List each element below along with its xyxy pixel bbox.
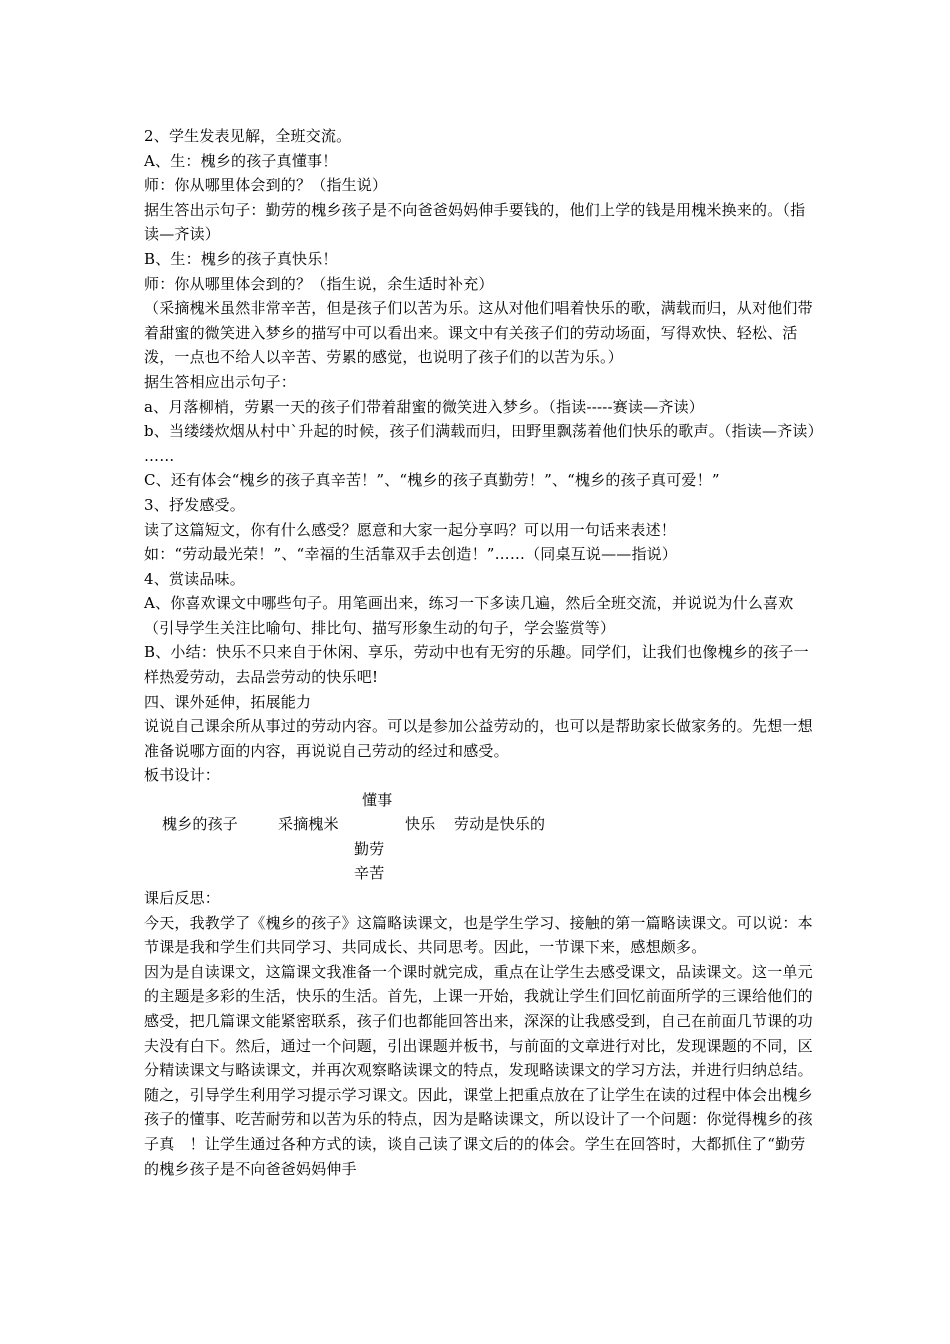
board-word-dongshi: 懂事 bbox=[362, 791, 393, 810]
paragraph: 据生答出示句子：勤劳的槐乡孩子是不向爸爸妈妈伸手要钱的，他们上学的钱是用槐米换来的。（指读—齐读） bbox=[144, 200, 806, 244]
paragraph: a、月落柳梢，劳累一天的孩子们带着甜蜜的微笑进入梦乡。（指读-----赛读—齐读） bbox=[144, 397, 704, 416]
paragraph: A、生：槐乡的孩子真懂事！ bbox=[144, 151, 338, 170]
paragraph: A、你喜欢课文中哪些句子。用笔画出来，练习一下多读几遍，然后全班交流，并说说为什么喜欢（引导学生关注比喻句、排比句、描写形象生动的句子，学会鉴赏等） bbox=[144, 594, 794, 637]
board-word-qinlao: 勤劳 bbox=[354, 840, 385, 859]
paragraph: 课后反思： bbox=[144, 889, 221, 908]
board-word-caizhai: 采摘槐米 bbox=[278, 815, 339, 834]
paragraph: 因为是自读课文，这篇课文我准备一个课时就完成，重点在让学生去感受课文，品读课文。这一单元的主题是多彩的生活，快乐的生活。首先，上课一开始，我就让学生们回忆前面所学的三课给他们的感受，把几篇课文能紧密联系，孩子们也都能回答出来，深深的让我感受到，自己在前面几节课的功夫没有白下。然后，通过一个问题，引出课题并板书，与前面的文章进行对比，发现课题的不同，区分精读课文与略读课文，并再次观察略读课文的特点，发现略读课文的学习方法，并进行归纳总结。随之，引导学生利用学习提示学习课文。因此，课堂上把重点放在了让学生在读的过程中体会出槐乡孩子的懂事、吃苦耐劳和以苦为乐的特点，因为是略读课文，所以设计了一个问题：你觉得槐乡的孩子真 ！让学生通过各种方式的读，谈自己读了课文后的的体会。学生在回答时，大都抓住了“勤劳的槐乡孩子是不向爸爸妈妈伸手 bbox=[144, 962, 813, 1178]
board-conclusion: 劳动是快乐的 bbox=[454, 815, 546, 834]
paragraph: 据生答相应出示句子： bbox=[144, 372, 297, 391]
paragraph: （采摘槐米虽然非常辛苦，但是孩子们以苦为乐。这从对他们唱着快乐的歌，满载而归，从对他们带着甜蜜的微笑进入梦乡的描写中可以看出来。课文中有关孩子们的劳动场面，写得欢快、轻松、活泼，一点也不给人以辛苦、劳累的感觉，也说明了孩子们的以苦为乐。） bbox=[144, 299, 813, 367]
paragraph: 四、课外延伸，拓展能力 bbox=[144, 692, 312, 711]
paragraph: 板书设计： bbox=[144, 766, 221, 785]
board-word-xinku: 辛苦 bbox=[354, 864, 385, 883]
document-body bbox=[144, 124, 823, 1181]
board-word-kuaile: 快乐 bbox=[405, 815, 436, 834]
paragraph: b、当缕缕炊烟从村中`升起的时候，孩子们满载而归，田野里飘荡着他们快乐的歌声。（指读—齐读） bbox=[144, 422, 823, 441]
board-title: 槐乡的孩子 bbox=[162, 815, 239, 834]
paragraph: 说说自己课余所从事过的劳动内容。可以是参加公益劳动的，也可以是帮助家长做家务的。先想一想准备说哪方面的内容，再说说自己劳动的经过和感受。 bbox=[144, 717, 813, 760]
blackboard-design bbox=[144, 788, 816, 886]
paragraph: 师：你从哪里体会到的？（指生说，余生适时补充） bbox=[144, 274, 494, 293]
paragraph: 今天，我教学了《槐乡的孩子》这篇略读课文，也是学生学习、接触的第一篇略读课文。可以说：本节课是我和学生们共同学习、共同成长、共同思考。因此，一节课下来，感想颇多。 bbox=[144, 913, 813, 957]
paragraph: C、还有体会“槐乡的孩子真辛苦！”、“槐乡的孩子真勤劳！”、“槐乡的孩子真可爱！” bbox=[144, 471, 720, 490]
paragraph: 3、抒发感受。 bbox=[144, 495, 245, 514]
paragraph: B、生：槐乡的孩子真快乐！ bbox=[144, 249, 338, 268]
paragraph: B、小结：快乐不只来自于休闲、享乐，劳动中也有无穷的乐趣。同学们，让我们也像槐乡的孩子一样热爱劳动，去品尝劳动的快乐吧! bbox=[144, 643, 809, 687]
paragraph: 师：你从哪里体会到的？（指生说） bbox=[144, 176, 388, 195]
paragraph: 4、赏读品味。 bbox=[144, 569, 245, 588]
paragraph: 如：“劳动最光荣！”、“幸福的生活靠双手去创造！”……（同桌互说——指说） bbox=[144, 545, 678, 564]
paragraph: 2、学生发表见解，全班交流。 bbox=[144, 127, 352, 145]
paragraph: 读了这篇短文，你有什么感受？愿意和大家一起分享吗？可以用一句话来表述！ bbox=[144, 520, 677, 539]
paragraph: …… bbox=[144, 446, 175, 465]
